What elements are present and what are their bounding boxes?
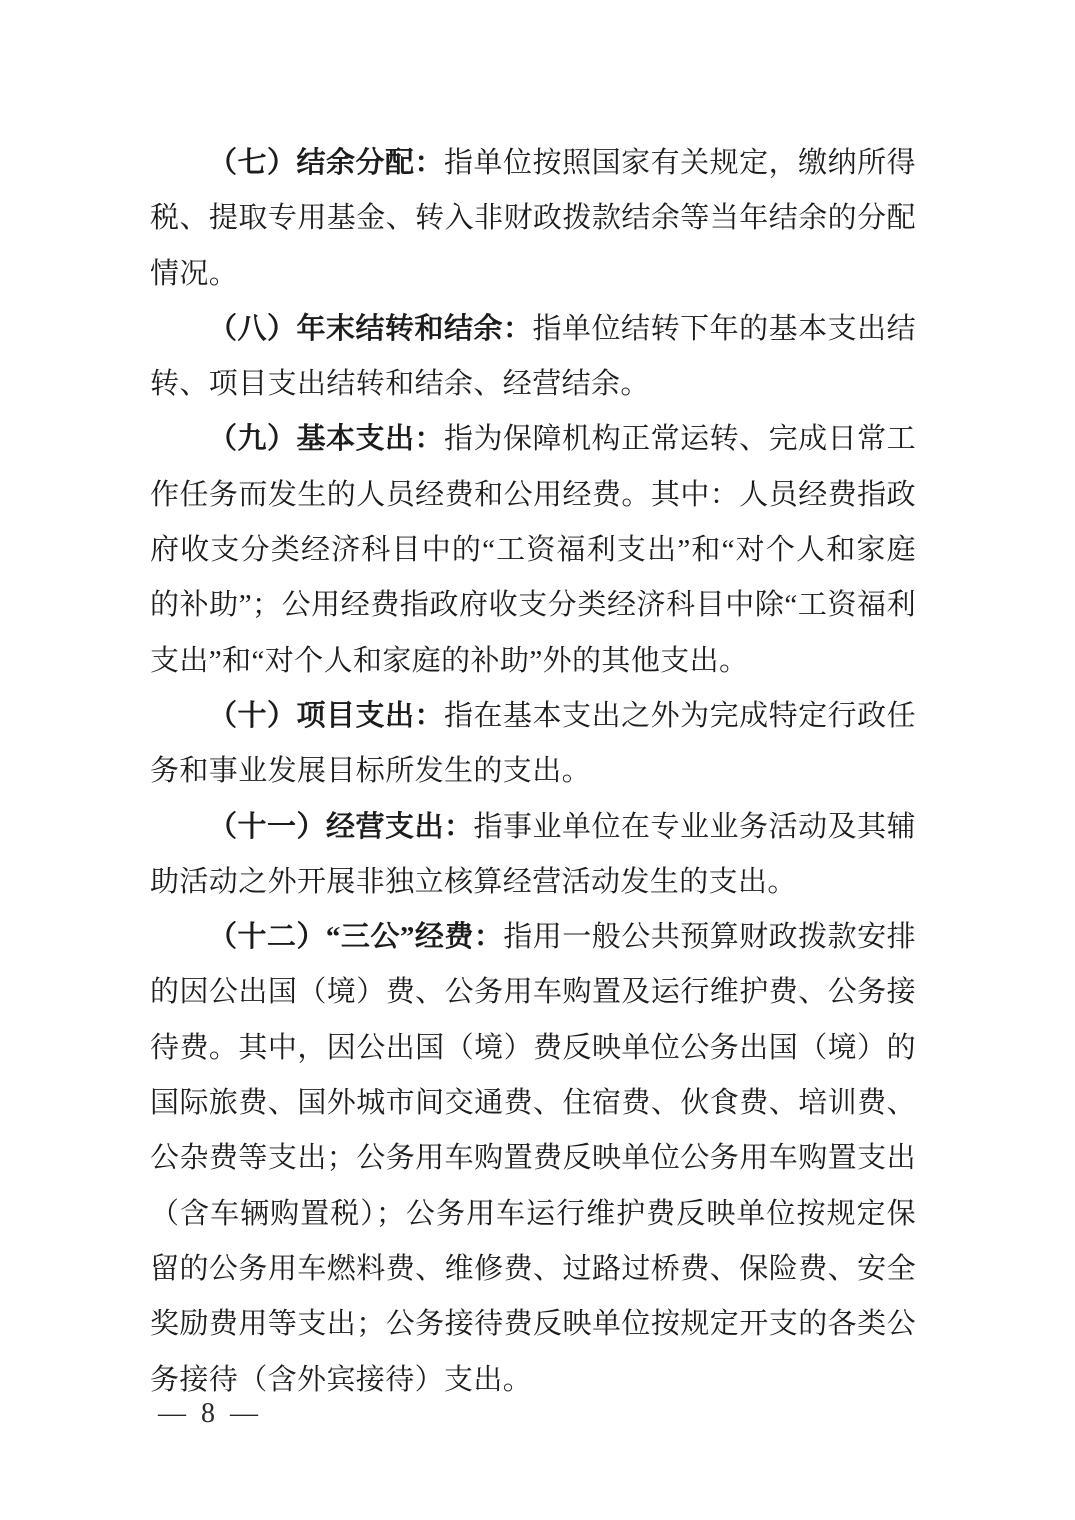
term-label: （十）项目支出： <box>208 699 445 732</box>
term-definition: 指为保障机构正常运转、完成日常工作任务而发生的人员经费和公用经费。其中：人员经费指政府收支分类经济科目中的“工资福利支出”和“对个人和家庭的补助”；公用经费指政府收支分类经济科目中除“工资福利支出”和“对个人和家庭的补助”外的其他支出。 <box>150 423 917 677</box>
term-label: （十一）经营支出： <box>208 810 474 843</box>
term-definition: 指事业单位在专业业务活动及其辅助活动之外开展非独立核算经营活动发生的支出。 <box>150 810 916 898</box>
term-definition: 指在基本支出之外为完成特定行政任务和事业发展目标所发生的支出。 <box>150 699 917 788</box>
document-body <box>150 136 916 1408</box>
term-label: （八）年末结转和结余： <box>208 312 533 345</box>
page-number: — 8 — <box>158 1398 262 1429</box>
paragraph <box>150 800 916 911</box>
term-label: （七）结余分配： <box>208 147 445 179</box>
term-label: （十二）“三公”经费： <box>208 921 504 954</box>
paragraph <box>150 689 916 800</box>
term-definition: 指用一般公共预算财政拨款安排的因公出国（境）费、公务用车购置及运行维护费、公务接待费。其中，因公出国（境）费反映单位公务出国（境）的国际旅费、国外城市间交通费、住宿费、伙食费、培训费、公杂费等支出；公务用车购置费反映单位公务用车购置支出（含车辆购置税）；公务用车运行维护费反映单位按规定保留的公务用车燃料费、维修费、过路过桥费、保险费、安全奖励费用等支出；公务接待费反映单位按规定开支的各类公务接待（含外宾接待）支出。 <box>150 921 916 1396</box>
term-definition: 指单位按照国家有关规定，缴纳所得税、提取专用基金、转入非财政拨款结余等当年结余的分配情况。 <box>150 147 917 290</box>
paragraph <box>150 136 916 302</box>
paragraph <box>150 302 916 413</box>
term-definition: 指单位结转下年的基本支出结转、项目支出结转和结余、经营结余。 <box>150 312 916 401</box>
paragraph <box>150 910 916 1408</box>
term-label: （九）基本支出： <box>208 423 445 456</box>
paragraph <box>150 412 916 688</box>
